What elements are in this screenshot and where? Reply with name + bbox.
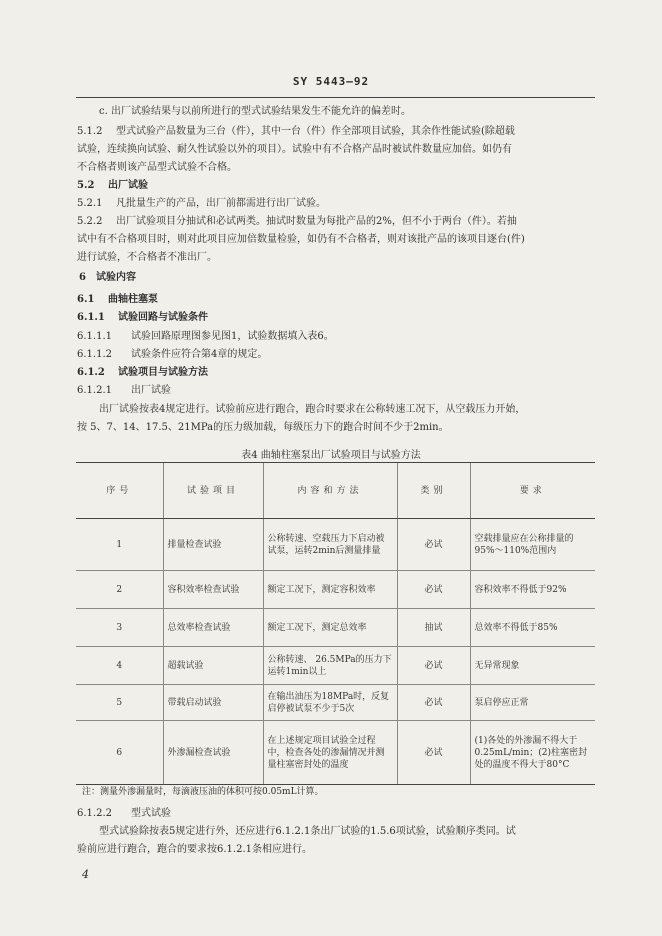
row-item: 带载启动试验 <box>163 685 263 721</box>
clause-5-1-2-line-1: 型式试验产品数量为三台（件），其中一台（件）作全部项目试验，其余作性能试验(除超载 <box>116 126 515 137</box>
clause-5-2-2-line-2: 试中有不合格项目时，则对此项目应加倍数量检验，如仍有不合格者，则对该批产品的该项目逐台(件) <box>77 234 525 245</box>
table-row <box>76 685 595 721</box>
section-6-1-1-title: 试验回路与试验条件 <box>118 312 208 323</box>
row-requirement: 容积效率不得低于92% <box>470 571 595 609</box>
section-6-1-number: 6.1 <box>77 294 95 305</box>
clause-5-2-2-line-1: 出厂试验项目分抽试和必试两类。抽试时数量为每批产品的2%，但不小于两台（件）。若抽 <box>116 216 517 227</box>
row-category: 必试 <box>397 519 470 571</box>
clause-6-1-2-2-line-1: 型式试验除按表5规定进行外，还应进行6.1.2.1条出厂试验的1.5.6项试验，试验顺序类同。试 <box>99 826 516 837</box>
clause-5-1-2-number: 5.1.2 <box>77 126 103 137</box>
row-number: 5 <box>76 685 163 721</box>
clause-c: c. 出厂试验结果与以前所进行的型式试验结果发生不能允许的偏差时。 <box>99 106 411 117</box>
table-4 <box>76 462 595 785</box>
row-requirement: 无异常现象 <box>470 647 595 685</box>
row-category: 必试 <box>397 571 470 609</box>
clause-6-1-1-2-text: 试验条件应符合第4章的规定。 <box>131 349 268 360</box>
header-method: 内容和方法 <box>263 463 397 519</box>
row-requirement: 空载排量应在公称排量的95%～110%范围内 <box>470 519 595 571</box>
row-requirement: (1)各处的外渗漏不得大于0.25mL/min；(2)柱塞密封处的温度不得大于80°C <box>470 721 595 785</box>
clause-6-1-2-1-line-2: 按 5、7、14、17.5、21MPa的压力级加载，每级压力下的跑合时间不少于2min。 <box>77 422 449 433</box>
clause-6-1-1-1-text: 试验回路原理图参见图1，试验数据填入表6。 <box>131 331 334 342</box>
document-id-header: SY 5443—92 <box>292 75 370 88</box>
table-row <box>76 721 595 785</box>
clause-5-1-2-line-2: 试验，连续换向试验、耐久性试验以外的项目）。试验中有不合格产品时被试件数量应加倍。如仍有 <box>77 144 512 155</box>
table-row <box>76 571 595 609</box>
clause-6-1-2-1-number: 6.1.2.1 <box>77 385 112 396</box>
row-method: 在上述规定项目试验全过程中，检查各处的渗漏情况并测量柱塞密封处的温度 <box>263 721 397 785</box>
header-category: 类别 <box>397 463 470 519</box>
header-item: 试验项目 <box>163 463 263 519</box>
row-method: 额定工况下，测定总效率 <box>263 609 397 647</box>
row-number: 4 <box>76 647 163 685</box>
section-6-1-title: 曲轴柱塞泵 <box>108 294 158 305</box>
row-item: 超载试验 <box>163 647 263 685</box>
row-item: 容积效率检查试验 <box>163 571 263 609</box>
clause-6-1-2-1-title: 出厂试验 <box>131 385 171 396</box>
row-number: 6 <box>76 721 163 785</box>
section-5-2-title: 出厂试验 <box>108 180 148 191</box>
header-requirement: 要求 <box>470 463 595 519</box>
row-method: 公称转速、空载压力下启动被试泵，运转2min后测量排量 <box>263 519 397 571</box>
section-6-1-2-title: 试验项目与试验方法 <box>118 367 208 378</box>
header-divider <box>76 97 595 98</box>
row-method: 在输出油压为18MPa时，反复启停被试泵不少于5次 <box>263 685 397 721</box>
clause-5-2-1-number: 5.2.1 <box>77 198 103 209</box>
table-header-row <box>76 463 595 519</box>
section-6-title: 试验内容 <box>96 272 136 283</box>
table-row <box>76 647 595 685</box>
table-row <box>76 609 595 647</box>
page-number: 4 <box>82 868 89 881</box>
row-method: 公称转速、 26.5MPa的压力下运转1min以上 <box>263 647 397 685</box>
section-6-1-2-number: 6.1.2 <box>77 367 105 378</box>
table-footnote: 注：测量外渗漏量时，每滴液压油的体积可按0.05mL计算。 <box>82 787 324 797</box>
row-category: 必试 <box>397 647 470 685</box>
row-number: 1 <box>76 519 163 571</box>
row-requirement: 泵启停应正常 <box>470 685 595 721</box>
section-6-1-1-number: 6.1.1 <box>77 312 105 323</box>
table-row <box>76 519 595 571</box>
clause-5-2-1-text: 凡批量生产的产品，出厂前都需进行出厂试验。 <box>116 198 326 209</box>
row-method: 额定工况下，测定容积效率 <box>263 571 397 609</box>
row-category: 抽试 <box>397 609 470 647</box>
row-number: 2 <box>76 571 163 609</box>
row-item: 外渗漏检查试验 <box>163 721 263 785</box>
clause-6-1-2-1-line-1: 出厂试验按表4规定进行。试验前应进行跑合，跑合时要求在公称转速工况下，从空载压力开始， <box>99 404 526 415</box>
row-category: 必试 <box>397 721 470 785</box>
header-seq: 序号 <box>76 463 163 519</box>
clause-5-1-2-line-3: 不合格者则该产品型式试验不合格。 <box>77 162 237 173</box>
clause-5-2-2-line-3: 进行试验，不合格者不准出厂。 <box>77 252 217 263</box>
section-6-number: 6 <box>79 272 86 283</box>
clause-5-2-2-number: 5.2.2 <box>77 216 103 227</box>
clause-6-1-1-2-number: 6.1.1.2 <box>77 349 112 360</box>
row-item: 总效率检查试验 <box>163 609 263 647</box>
row-number: 3 <box>76 609 163 647</box>
clause-6-1-2-2-title: 型式试验 <box>131 808 171 819</box>
section-5-2-number: 5.2 <box>77 180 95 191</box>
row-category: 必试 <box>397 685 470 721</box>
row-requirement: 总效率不得低于85% <box>470 609 595 647</box>
row-item: 排量检查试验 <box>163 519 263 571</box>
clause-6-1-2-2-line-2: 验前应进行跑合，跑合的要求按6.1.2.1条相应进行。 <box>77 844 312 855</box>
table-4-caption: 表4 曲轴柱塞泵出厂试验项目与试验方法 <box>241 450 421 461</box>
clause-6-1-1-1-number: 6.1.1.1 <box>77 331 112 342</box>
clause-6-1-2-2-number: 6.1.2.2 <box>77 808 112 819</box>
